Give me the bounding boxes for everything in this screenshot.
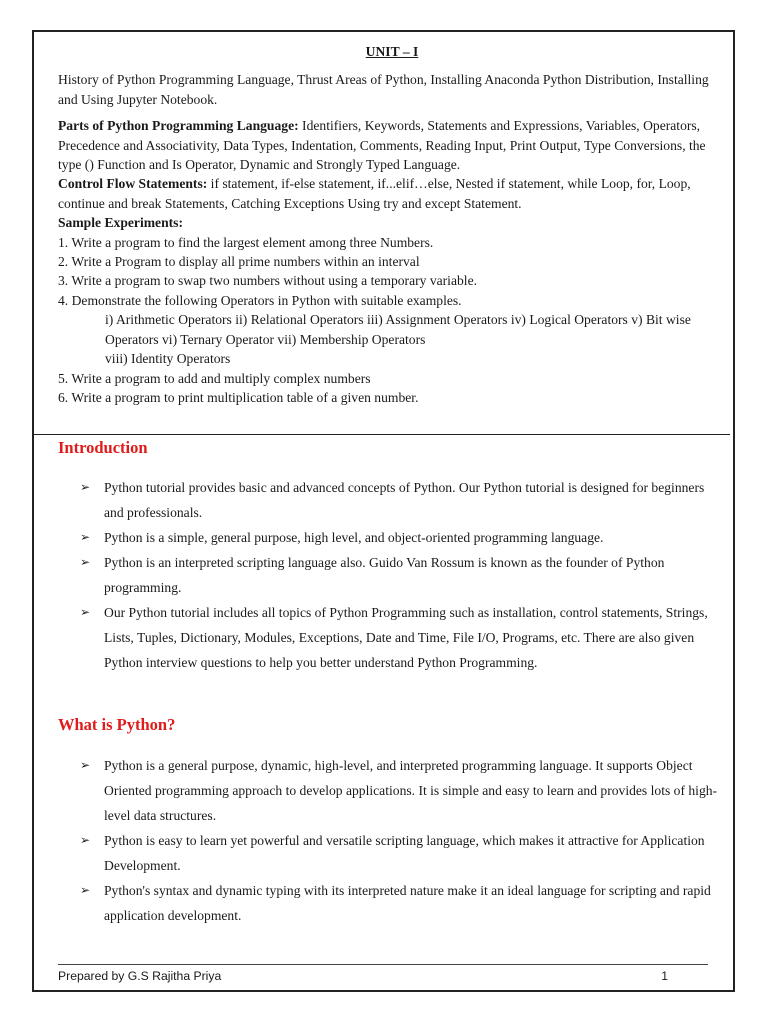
control-flow-paragraph <box>58 174 726 213</box>
arrow-bullet-icon: ➢ <box>80 555 91 569</box>
arrow-bullet-icon: ➢ <box>80 833 91 847</box>
arrow-bullet-icon: ➢ <box>80 480 91 494</box>
section-divider <box>34 434 730 435</box>
parts-label: Parts of Python Programming Language: <box>58 118 299 134</box>
experiment-item: 3. Write a program to swap two numbers without using a temporary variable. <box>58 273 477 289</box>
prepared-by: Prepared by G.S Rajitha Priya <box>58 969 222 983</box>
arrow-bullet-icon: ➢ <box>80 883 91 897</box>
list-item: ➢ Python's syntax and dynamic typing with its interpreted nature make it an ideal language for scripting and rapid application development. <box>80 878 726 928</box>
intro-paragraph: History of Python Programming Language, Thrust Areas of Python, Installing Anaconda Python Distribution, Installing and Using Jupyter Notebook. <box>58 72 709 107</box>
parts-paragraph <box>58 116 726 174</box>
syllabus-block <box>58 42 726 407</box>
list-item: ➢ Python tutorial provides basic and advanced concepts of Python. Our Python tutorial is designed for beginners and professionals. <box>80 475 726 525</box>
sample-experiments-label: Sample Experiments: <box>58 215 183 231</box>
experiment-item: 1. Write a program to find the largest element among three Numbers. <box>58 234 434 250</box>
introduction-list <box>80 475 726 675</box>
list-item: ➢ Python is a simple, general purpose, high level, and object-oriented programming language. <box>80 525 726 550</box>
arrow-bullet-icon: ➢ <box>80 605 91 619</box>
what-is-python-heading: What is Python? <box>58 715 176 734</box>
arrow-bullet-icon: ➢ <box>80 758 91 772</box>
parts-text: Identifiers, Keywords, Statements and Expressions, Variables, Operators, Precedence and Associativity, Data Types, Indentation, Comments, Reading Input, Print Output, Type Conversions, the type () Function and Is Operator, Dynamic and Strongly Typed Language. <box>58 118 706 173</box>
experiment-item: 2. Write a Program to display all prime numbers within an interval <box>58 254 420 270</box>
operators-list-line: viii) Identity Operators <box>105 351 231 367</box>
experiment-item: 5. Write a program to add and multiply complex numbers <box>58 370 371 386</box>
footer-divider <box>58 964 708 965</box>
experiment-item: 6. Write a program to print multiplication table of a given number. <box>58 389 419 405</box>
unit-title: UNIT – I <box>365 44 419 59</box>
list-item: ➢ Python is a general purpose, dynamic, high-level, and interpreted programming language. It supports Object Oriented programming approach to develop applications. It is simple and easy to learn and provides lots of high-level data structures. <box>80 753 726 828</box>
page-footer <box>58 969 668 983</box>
control-flow-text: if statement, if-else statement, if...elif…else, Nested if statement, while Loop, for, Loop, continue and break Statements, Catching Exceptions Using try and except Statement. <box>58 176 691 211</box>
arrow-bullet-icon: ➢ <box>80 530 91 544</box>
operators-list-line: i) Arithmetic Operators ii) Relational Operators iii) Assignment Operators iv) Logical Operators v) Bit wise Operators vi) Ternary Operator vii) Membership Operators <box>105 312 691 347</box>
experiment-item: 4. Demonstrate the following Operators in Python with suitable examples. <box>58 292 462 308</box>
list-item: ➢ Our Python tutorial includes all topics of Python Programming such as installation, control statements, Strings, Lists, Tuples, Dictionary, Modules, Exceptions, Date and Time, File I/O, Programs, etc. There are also given Python interview questions to help you better understand Python Programming. <box>80 600 726 675</box>
page-number: 1 <box>661 969 668 983</box>
introduction-heading: Introduction <box>58 438 148 457</box>
what-is-python-list <box>80 753 726 928</box>
list-item: ➢ Python is an interpreted scripting language also. Guido Van Rossum is known as the founder of Python programming. <box>80 550 726 600</box>
list-item: ➢ Python is easy to learn yet powerful and versatile scripting language, which makes it attractive for Application Development. <box>80 828 726 878</box>
control-flow-label: Control Flow Statements: <box>58 176 208 192</box>
